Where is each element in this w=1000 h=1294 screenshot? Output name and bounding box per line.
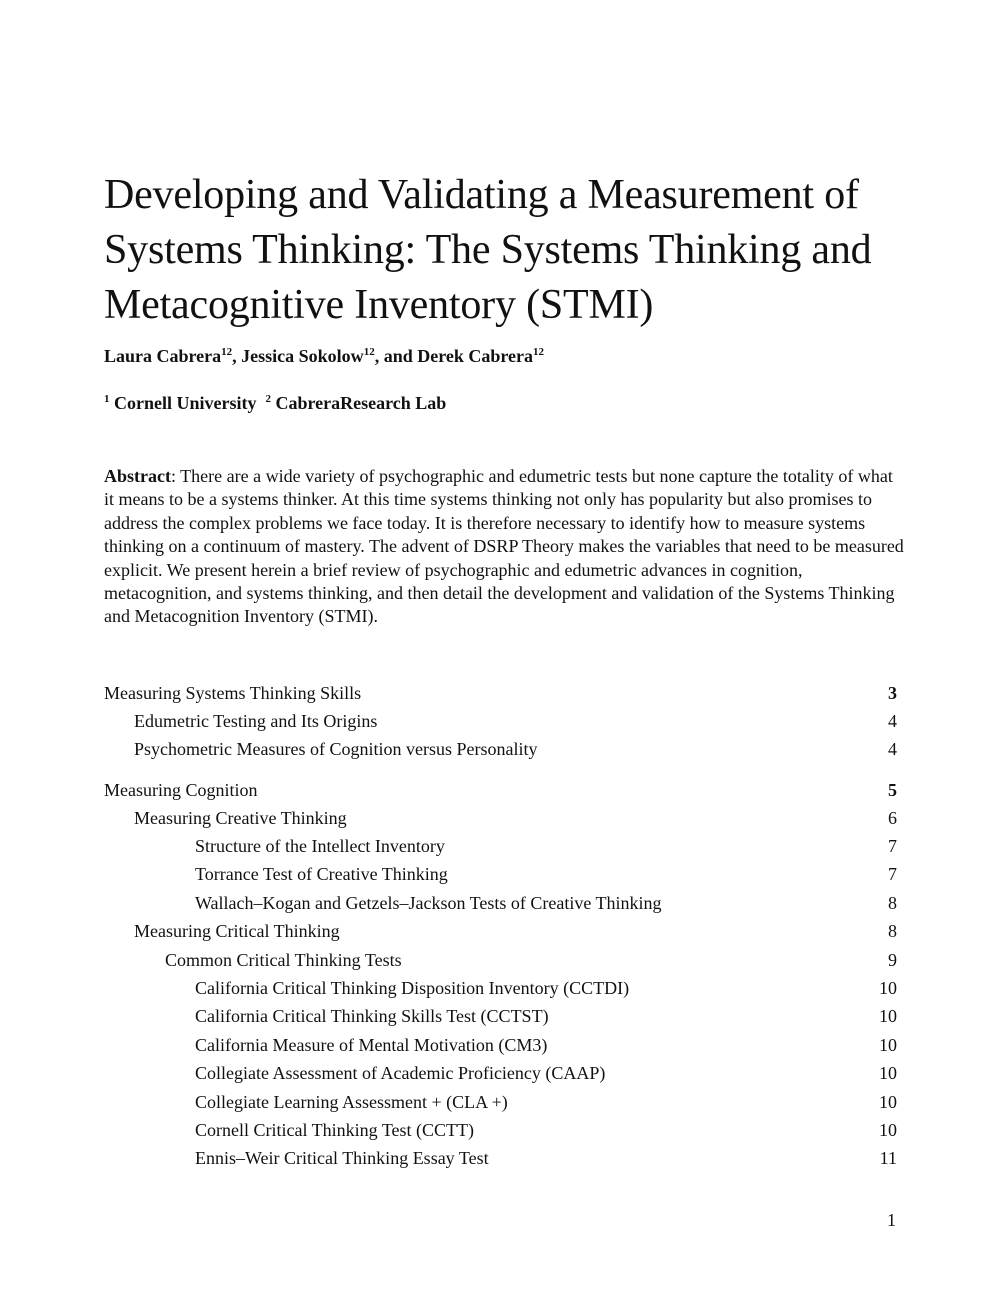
author-affiliation-sup: 12 bbox=[221, 346, 233, 358]
author-separator: , bbox=[232, 346, 242, 366]
toc-entry[interactable] bbox=[104, 1117, 897, 1143]
toc-entry-page: 10 bbox=[879, 1092, 897, 1112]
toc-entry-page: 10 bbox=[879, 1035, 897, 1055]
toc-entry-label: Measuring Creative Thinking bbox=[134, 808, 347, 828]
affiliation-name: CabreraResearch Lab bbox=[275, 393, 447, 413]
author-name: Laura Cabrera bbox=[104, 346, 222, 366]
affiliation-name: Cornell University bbox=[114, 393, 257, 413]
author-list bbox=[104, 346, 544, 367]
toc-entry-page: 10 bbox=[879, 978, 897, 998]
toc-entry[interactable] bbox=[104, 1145, 897, 1171]
toc-entry-page: 4 bbox=[888, 739, 897, 759]
affiliation-sup: 2 bbox=[265, 393, 271, 405]
toc-entry-page: 8 bbox=[888, 893, 897, 913]
toc-entry-label: Ennis–Weir Critical Thinking Essay Test bbox=[195, 1148, 489, 1168]
toc-entry[interactable] bbox=[104, 1003, 897, 1029]
toc-entry[interactable] bbox=[104, 680, 897, 706]
toc-entry[interactable] bbox=[104, 1089, 897, 1115]
toc-entry-label: Collegiate Learning Assessment + (CLA +) bbox=[195, 1092, 508, 1112]
toc-entry-page: 10 bbox=[879, 1120, 897, 1140]
toc-entry-page: 7 bbox=[888, 864, 897, 884]
toc-entry-label: Measuring Critical Thinking bbox=[134, 921, 340, 941]
toc-entry[interactable] bbox=[104, 805, 897, 831]
toc-entry[interactable] bbox=[104, 947, 897, 973]
toc-entry[interactable] bbox=[104, 1060, 897, 1086]
affiliation-sup: 1 bbox=[104, 393, 110, 405]
toc-entry-label: California Critical Thinking Skills Test (CCTST) bbox=[195, 1006, 549, 1026]
toc-entry[interactable] bbox=[104, 777, 897, 803]
toc-entry-label: California Critical Thinking Disposition Inventory (CCTDI) bbox=[195, 978, 630, 998]
toc-entry[interactable] bbox=[104, 833, 897, 859]
author-affiliation-sup: 12 bbox=[363, 346, 375, 358]
affiliation-list bbox=[104, 393, 446, 414]
abstract-text: : There are a wide variety of psychographic and edumetric tests but none capture the totality of what it means to be a systems thinker. At this time systems thinking not only has popularity but also promises to address the complex problems we face today. It is therefore necessary to identify how to measure systems thinking on a continuum of mastery. The advent of DSRP Theory makes the variables that need to be measured explicit. We present herein a brief review of psychographic and edumetric advances in cognition, metacognition, and systems thinking, and then detail the development and validation of the Systems Thinking and Metacognition Inventory (STMI). bbox=[104, 466, 904, 627]
toc-entry-label: California Measure of Mental Motivation (CM3) bbox=[195, 1035, 548, 1055]
toc-entry-page: 9 bbox=[888, 950, 897, 970]
author-affiliation-sup: 12 bbox=[533, 346, 545, 358]
toc-entry[interactable] bbox=[104, 861, 897, 887]
abstract-label: Abstract bbox=[104, 466, 171, 486]
toc-entry-label: Collegiate Assessment of Academic Proficiency (CAAP) bbox=[195, 1063, 606, 1083]
toc-entry-label: Psychometric Measures of Cognition versus Personality bbox=[134, 739, 538, 759]
toc-entry-page: 7 bbox=[888, 836, 897, 856]
toc-entry[interactable] bbox=[104, 708, 897, 734]
toc-entry-label: Structure of the Intellect Inventory bbox=[195, 836, 445, 856]
author-name: Derek Cabrera bbox=[417, 346, 534, 366]
toc-entry-page: 11 bbox=[879, 1148, 897, 1168]
abstract bbox=[104, 465, 904, 629]
toc-entry-page: 10 bbox=[879, 1063, 897, 1083]
toc-entry-page: 4 bbox=[888, 711, 897, 731]
toc-entry[interactable] bbox=[104, 890, 897, 916]
toc-entry-label: Edumetric Testing and Its Origins bbox=[134, 711, 378, 731]
toc-entry-label: Common Critical Thinking Tests bbox=[165, 950, 402, 970]
author-separator: , and bbox=[374, 346, 418, 366]
toc-entry-page: 8 bbox=[888, 921, 897, 941]
toc-entry-page: 3 bbox=[888, 683, 897, 703]
toc-entry-label: Torrance Test of Creative Thinking bbox=[195, 864, 448, 884]
toc-entry[interactable] bbox=[104, 1032, 897, 1058]
author-name: Jessica Sokolow bbox=[241, 346, 364, 366]
toc-entry-label: Measuring Cognition bbox=[104, 780, 258, 800]
toc-entry[interactable] bbox=[104, 918, 897, 944]
toc-entry[interactable] bbox=[104, 736, 897, 762]
toc-entry[interactable] bbox=[104, 975, 897, 1001]
toc-entry-page: 5 bbox=[888, 780, 897, 800]
toc-entry-label: Wallach–Kogan and Getzels–Jackson Tests of Creative Thinking bbox=[195, 893, 662, 913]
toc-entry-page: 6 bbox=[888, 808, 897, 828]
paper-title: Developing and Validating a Measurement of Systems Thinking: The Systems Thinking and Metacognitive Inventory (STMI) bbox=[104, 172, 872, 328]
toc-entry-label: Measuring Systems Thinking Skills bbox=[104, 683, 362, 703]
page-number: 1 bbox=[887, 1210, 896, 1230]
toc-entry-page: 10 bbox=[879, 1006, 897, 1026]
toc-entry-label: Cornell Critical Thinking Test (CCTT) bbox=[195, 1120, 475, 1140]
